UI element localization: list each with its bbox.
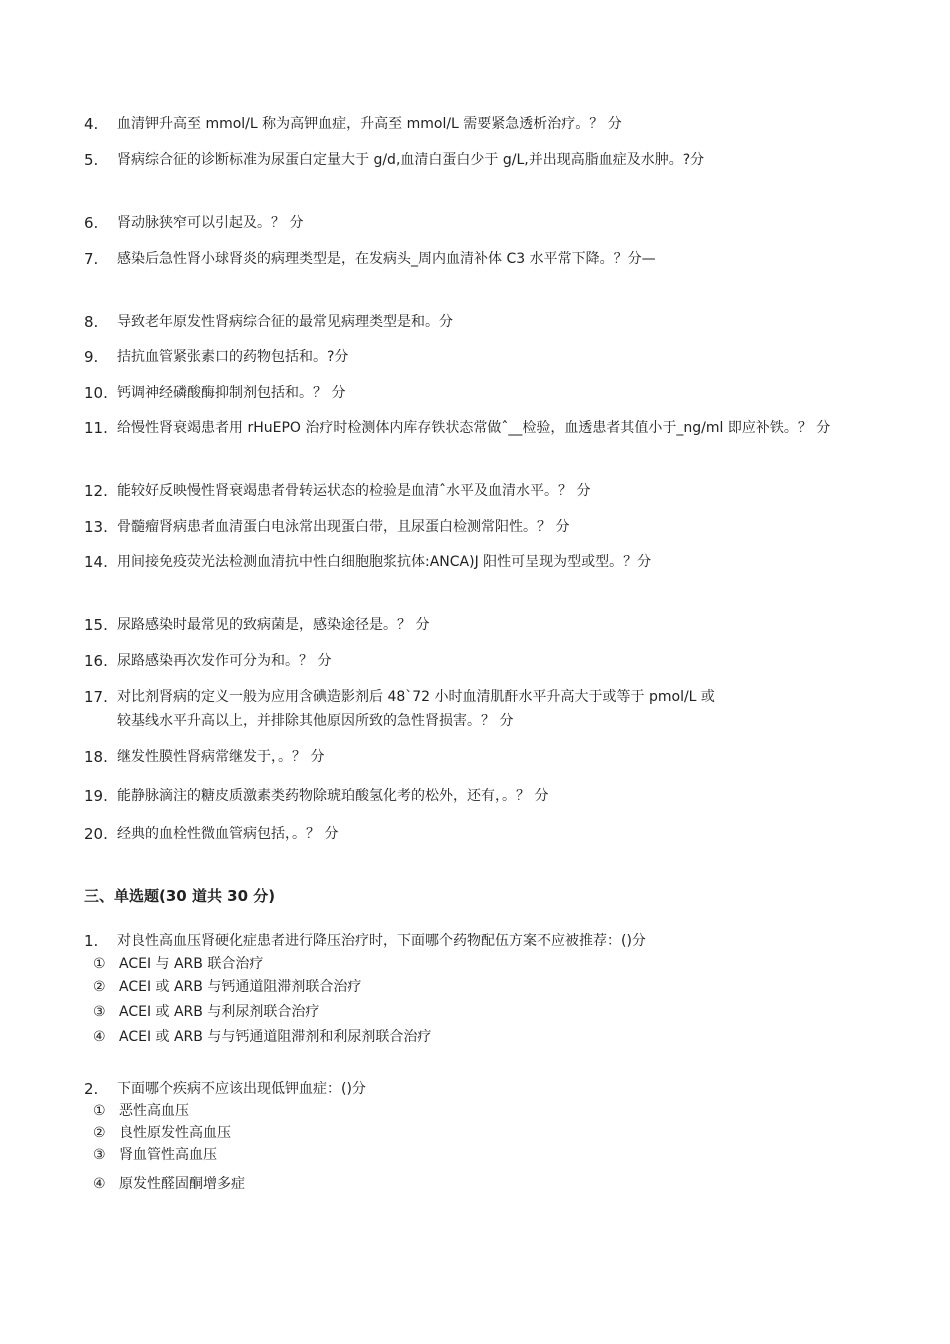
question-number: 16. bbox=[84, 652, 108, 670]
question-number: 8. bbox=[84, 313, 99, 331]
question-text: 钙调神经磷酸酶抑制剂包括和。？ 分 bbox=[117, 385, 346, 401]
question-number: 2. bbox=[84, 1080, 99, 1098]
question-text: 导致老年原发性肾病综合征的最常见病理类型是和。分 bbox=[117, 314, 453, 330]
question-number: 15. bbox=[84, 616, 108, 634]
question-text: 能静脉滴注的糖皮质激素类药物除琥珀酸氢化考的松外，还有，。？ 分 bbox=[117, 788, 549, 804]
question-text: 继发性膜性肾病常继发于，。？ 分 bbox=[117, 749, 325, 765]
question-number: 19. bbox=[84, 787, 108, 805]
question-number: 17. bbox=[84, 688, 108, 706]
question-number: 1. bbox=[84, 932, 99, 950]
section-title: 三、单选题(30 道共 30 分) bbox=[84, 887, 276, 905]
question-text: 感染后急性肾小球肾炎的病理类型是，在发病头_周内血清补体 C3 水平常下降。？分— bbox=[117, 251, 656, 267]
question-number: 14. bbox=[84, 553, 108, 571]
question-number: 4. bbox=[84, 115, 99, 133]
question-number: 5. bbox=[84, 151, 99, 169]
question-number: 12. bbox=[84, 482, 108, 500]
option-marker: ④ bbox=[93, 1176, 106, 1192]
question-number: 6. bbox=[84, 214, 99, 232]
option-text: ACEI 或 ARB 与钙通道阻滞剂联合治疗 bbox=[119, 979, 362, 995]
question-number: 10. bbox=[84, 384, 108, 402]
option-marker: ① bbox=[93, 956, 106, 972]
question-text: 拮抗血管紧张素口的药物包括和。?分 bbox=[117, 349, 349, 365]
question-text: 给慢性肾衰竭患者用 rHuEPO 治疗时检测体内库存铁状态常做ˆ__检验，血透患者其值小于_ng/ml 即应补铁。？ 分 bbox=[117, 420, 831, 436]
question-number: 13. bbox=[84, 518, 108, 536]
option-marker: ③ bbox=[93, 1004, 106, 1020]
option-marker: ④ bbox=[93, 1029, 106, 1045]
option-text: 良性原发性高血压 bbox=[119, 1125, 231, 1141]
question-text: 尿路感染再次发作可分为和。？ 分 bbox=[117, 653, 332, 669]
question-text: 能较好反映慢性肾衰竭患者骨转运状态的检验是血清ˆ水平及血清水平。？ 分 bbox=[117, 483, 591, 499]
question-text: 骨髓瘤肾病患者血清蛋白电泳常出现蛋白带，且尿蛋白检测常阳性。？ 分 bbox=[117, 519, 570, 535]
option-text: 原发性醛固酮增多症 bbox=[119, 1176, 245, 1192]
option-text: 肾血管性高血压 bbox=[119, 1147, 217, 1163]
question-text: 用间接免疫荧光法检测血清抗中性白细胞胞浆抗体:ANCA)J 阳性可呈现为型或型。？分 bbox=[117, 554, 652, 570]
question-text: 尿路感染时最常见的致病菌是，感染途径是。？ 分 bbox=[117, 617, 430, 633]
question-text: 经典的血栓性微血管病包括，。？ 分 bbox=[117, 826, 339, 842]
option-marker: ② bbox=[93, 1125, 106, 1141]
option-marker: ② bbox=[93, 979, 106, 995]
question-text: 下面哪个疾病不应该出现低钾血症：()分 bbox=[117, 1081, 366, 1097]
option-text: 恶性高血压 bbox=[119, 1103, 189, 1119]
question-number: 9. bbox=[84, 348, 99, 366]
question-number: 20. bbox=[84, 825, 108, 843]
option-text: ACEI 或 ARB 与与钙通道阻滞剂和利尿剂联合治疗 bbox=[119, 1029, 432, 1045]
question-number: 11. bbox=[84, 419, 108, 437]
question-text: 对比剂肾病的定义一般为应用含碘造影剂后 48`72 小时血清肌酐水平升高大于或等于 pmol/L 或较基线水平升高以上，并排除其他原因所致的急性肾损害。？ 分 bbox=[117, 689, 715, 729]
option-text: ACEI 与 ARB 联合治疗 bbox=[119, 956, 264, 972]
option-text: ACEI 或 ARB 与利尿剂联合治疗 bbox=[119, 1004, 320, 1020]
question-text: 肾病综合征的诊断标准为尿蛋白定量大于 g/d,血清白蛋白少于 g/L,并出现高脂血症及水肿。?分 bbox=[117, 152, 705, 168]
question-text: 血清钾升高至 mmol/L 称为高钾血症，升高至 mmol/L 需要紧急透析治疗。？ 分 bbox=[117, 116, 622, 132]
question-text: 肾动脉狭窄可以引起及。？ 分 bbox=[117, 215, 304, 231]
option-marker: ① bbox=[93, 1103, 106, 1119]
question-number: 18. bbox=[84, 748, 108, 766]
option-marker: ③ bbox=[93, 1147, 106, 1163]
question-text: 对良性高血压肾硬化症患者进行降压治疗时，下面哪个药物配伍方案不应被推荐：()分 bbox=[117, 933, 646, 949]
question-number: 7. bbox=[84, 250, 99, 268]
